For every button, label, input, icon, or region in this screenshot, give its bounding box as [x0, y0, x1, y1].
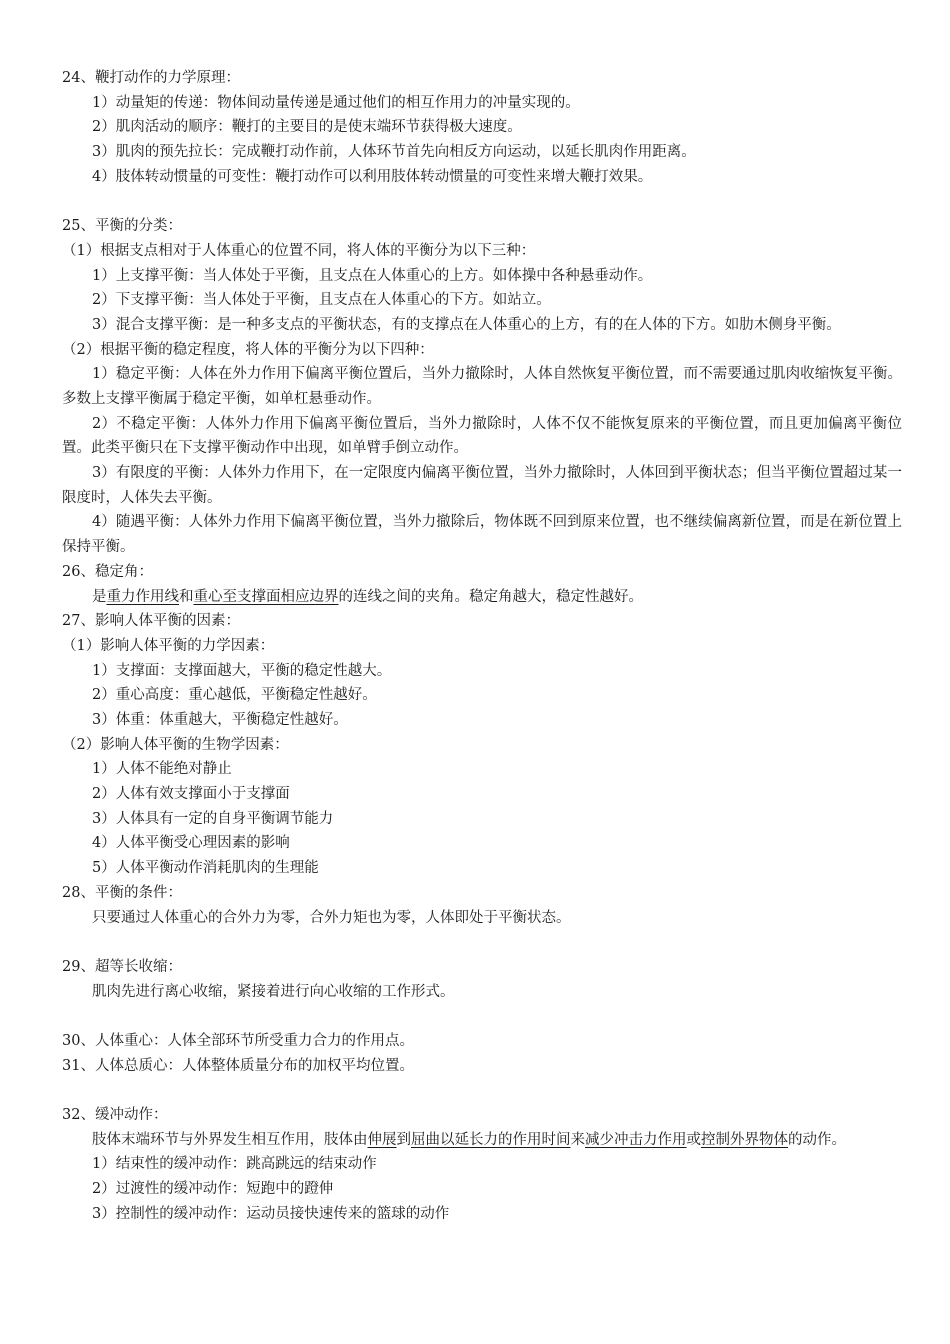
section-26-title: 26、稳定角： [62, 563, 153, 580]
section-25-title: 25、平衡的分类： [62, 218, 182, 235]
blank-line [62, 1004, 902, 1029]
section-27-part1-item: 3）体重：体重越大，平衡稳定性越好。 [92, 712, 348, 729]
section-29-text: 肌肉先进行离心收缩，紧接着进行向心收缩的工作形式。 [92, 983, 455, 1000]
text-run: 肢体末端环节与外界发生相互作用，肢体由 [92, 1131, 368, 1148]
blank-line [62, 189, 902, 214]
underlined-term: 重心至支撑面相应边界 [193, 588, 339, 605]
section-32-item: 3）控制性的缓冲动作：运动员接快速传来的篮球的动作 [92, 1205, 450, 1222]
section-27-part2-item: 4）人体平衡受心理因素的影响 [92, 835, 290, 852]
text-run: 和 [179, 588, 194, 605]
section-24-title: 24、鞭打动作的力学原理： [62, 70, 240, 86]
text-run: 来 [570, 1131, 585, 1148]
section-28-title: 28、平衡的条件： [62, 884, 182, 901]
document-page [62, 66, 902, 1226]
text-run: 的连线之间的夹角。稳定角越大，稳定性越好。 [338, 588, 643, 605]
section-27-part1-item: 1）支撑面：支撑面越大，平衡的稳定性越大。 [92, 662, 392, 679]
section-24-item: 3）肌肉的预先拉长：完成鞭打动作前，人体环节首先向相反方向运动，以延长肌肉作用距离。 [92, 144, 696, 161]
underlined-term: 减少冲击力作用 [585, 1131, 687, 1148]
section-27-part2-item: 1）人体不能绝对静止 [92, 761, 232, 778]
section-27-part1-heading: （1）影响人体平衡的力学因素： [62, 637, 275, 654]
section-27-part1-item: 2）重心高度：重心越低，平衡稳定性越好。 [92, 687, 377, 704]
section-27-part2-item: 3）人体具有一定的自身平衡调节能力 [92, 810, 334, 827]
section-31-text: 31、人体总质心：人体整体质量分布的加权平均位置。 [62, 1057, 414, 1074]
section-25-part2-heading: （2）根据平衡的稳定程度，将人体的平衡分为以下四种： [62, 341, 434, 358]
section-25-part2-item: 1）稳定平衡：人体在外力作用下偏离平衡位置后，当外力撤除时，人体自然恢复平衡位置，而不需要通过肌肉收缩恢复平衡。多数上支撑平衡属于稳定平衡，如单杠悬垂动作。 [62, 366, 902, 407]
text-run: 的动作。 [788, 1131, 846, 1148]
section-32-definition [62, 1128, 902, 1153]
section-27-part2-item: 5）人体平衡动作消耗肌肉的生理能 [92, 860, 319, 877]
section-25-part2-item: 2）不稳定平衡：人体外力作用下偏离平衡位置后，当外力撤除时，人体不仅不能恢复原来的平衡位置，而且更加偏离平衡位置。此类平衡只在下支撑平衡动作中出现，如单臂手倒立动作。 [62, 415, 902, 457]
section-32-item: 2）过渡性的缓冲动作：短跑中的蹬伸 [92, 1181, 334, 1198]
section-24-item: 1）动量矩的传递：物体间动量传递是通过他们的相互作用力的冲量实现的。 [92, 94, 580, 111]
section-25-part1-item: 2）下支撑平衡：当人体处于平衡，且支点在人体重心的下方。如站立。 [92, 292, 551, 309]
section-25-part1-item: 1）上支撑平衡：当人体处于平衡，且支点在人体重心的上方。如体操中各种悬垂动作。 [92, 267, 653, 284]
text-run: 是 [92, 588, 107, 605]
underlined-term: 重力作用线 [106, 588, 179, 605]
blank-line [62, 1078, 902, 1103]
section-30-text: 30、人体重心：人体全部环节所受重力合力的作用点。 [62, 1032, 414, 1049]
underlined-term: 伸展 [367, 1131, 397, 1148]
section-26-definition [62, 585, 902, 610]
section-24-item: 2）肌肉活动的顺序：鞭打的主要目的是使末端环节获得极大速度。 [92, 119, 522, 136]
section-25-part2-item: 4）随遇平衡：人体外力作用下偏离平衡位置，当外力撤除后，物体既不回到原来位置，也不继续偏离新位置，而是在新位置上保持平衡。 [62, 514, 902, 556]
underlined-term: 控制外界物体 [701, 1131, 788, 1148]
section-24-item: 4）肢体转动惯量的可变性：鞭打动作可以利用肢体转动惯量的可变性来增大鞭打效果。 [92, 168, 653, 185]
section-25-part1-item: 3）混合支撑平衡：是一种多支点的平衡状态，有的支撑点在人体重心的上方，有的在人体的下方。如肋木侧身平衡。 [92, 316, 841, 333]
underlined-term: 屈曲以延长力的作用时间 [411, 1131, 571, 1148]
section-27-part2-item: 2）人体有效支撑面小于支撑面 [92, 786, 290, 803]
section-25-part1-heading: （1）根据支点相对于人体重心的位置不同，将人体的平衡分为以下三种： [62, 242, 536, 259]
section-27-part2-heading: （2）影响人体平衡的生物学因素： [62, 736, 289, 753]
section-32-title: 32、缓冲动作： [62, 1107, 168, 1124]
section-29-title: 29、超等长收缩： [62, 958, 182, 975]
section-25-part2-item: 3）有限度的平衡：人体外力作用下，在一定限度内偏离平衡位置，当外力撤除时，人体回到平衡状态；但当平衡位置超过某一限度时，人体失去平衡。 [62, 465, 902, 506]
text-run: 到 [396, 1131, 411, 1148]
text-run: 或 [686, 1131, 701, 1148]
section-28-text: 只要通过人体重心的合外力为零，合外力矩也为零，人体即处于平衡状态。 [92, 909, 571, 926]
blank-line [62, 930, 902, 955]
section-32-item: 1）结束性的缓冲动作：跳高跳远的结束动作 [92, 1156, 377, 1173]
section-27-title: 27、影响人体平衡的因素： [62, 613, 240, 630]
